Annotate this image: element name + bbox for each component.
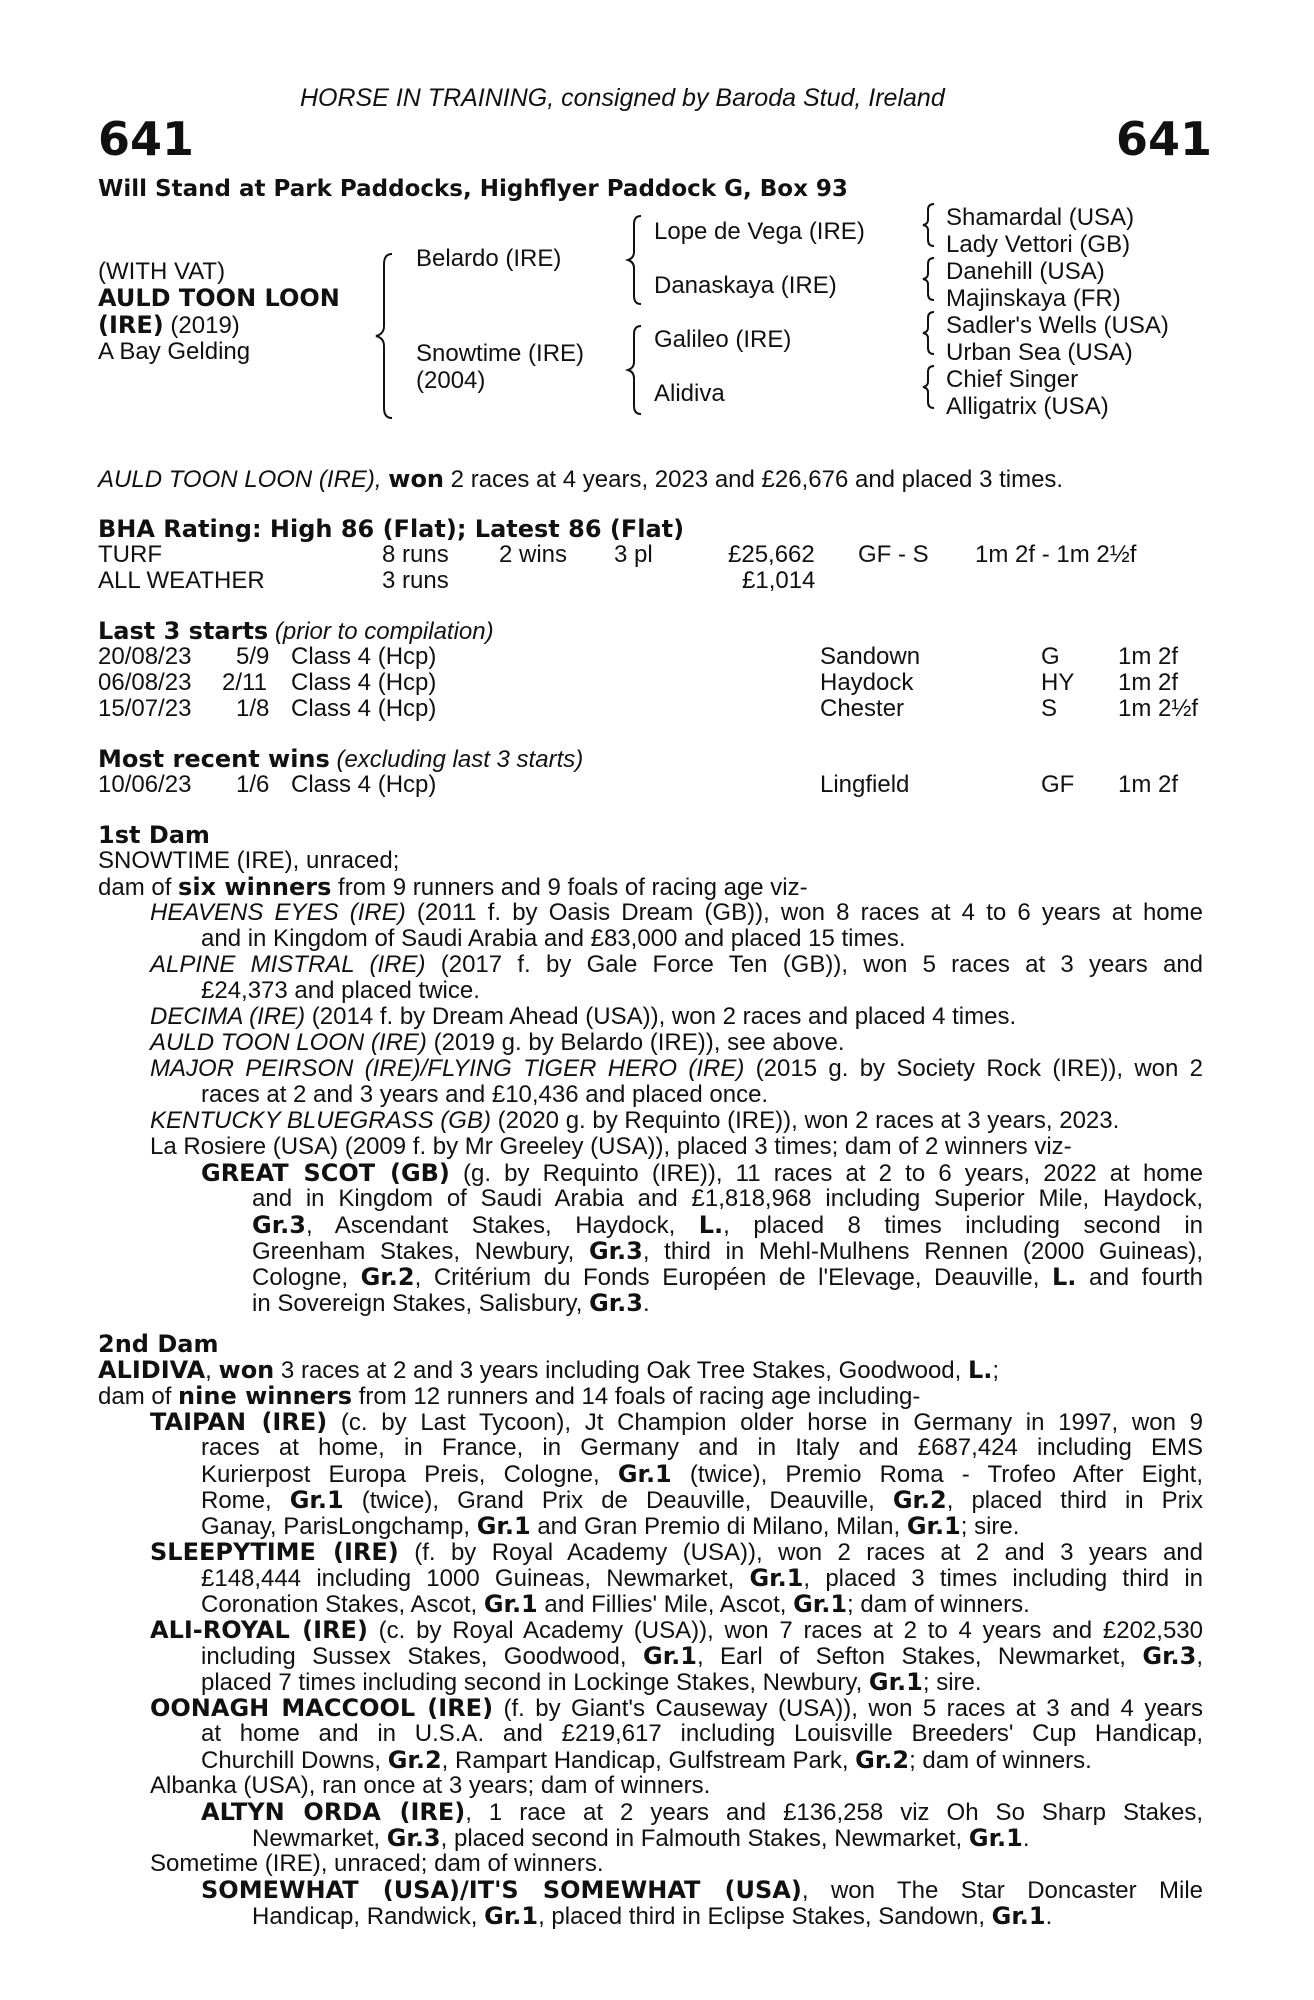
second-dam-line: ALIDIVA, won 3 races at 2 and 3 years including Oak Tree Stakes, Goodwood, L.; xyxy=(98,1356,1000,1384)
catalogue-subtitle: HORSE IN TRAINING, consigned by Baroda Stud, Ireland xyxy=(300,84,945,112)
pedigree-gen3-1: Shamardal (USA) xyxy=(946,204,1135,231)
produce-entry: KENTUCKY BLUEGRASS (GB) (2020 g. by Requinto (IRE)), won 2 races at 3 years, 2023. xyxy=(150,1107,1120,1134)
pedigree-dam-year: (2004) xyxy=(416,367,486,394)
pedigree-sire-dam: Danaskaya (IRE) xyxy=(654,272,837,299)
first-dam-line: SNOWTIME (IRE), unraced; xyxy=(98,847,400,874)
pedigree-gen3-3: Danehill (USA) xyxy=(946,258,1105,285)
pedigree-gen3-6: Urban Sea (USA) xyxy=(946,339,1133,366)
pedigree-gen3-7: Chief Singer xyxy=(946,366,1079,393)
stabling-location: Will Stand at Park Paddocks, Highflyer Paddock G, Box 93 xyxy=(98,176,848,202)
sometime-entry: Sometime (IRE), unraced; dam of winners. xyxy=(150,1850,604,1877)
horse-name: AULD TOON LOON xyxy=(98,284,340,312)
lot-number-right: 641 xyxy=(1116,112,1213,166)
pedigree-dam: Snowtime (IRE) xyxy=(416,340,585,367)
produce-entry: AULD TOON LOON (IRE) (2019 g. by Belardo (IRE)), see above. xyxy=(150,1029,845,1056)
pedigree-gen3-2: Lady Vettori (GB) xyxy=(946,231,1131,258)
bha-rating-heading: BHA Rating: High 86 (Flat); Latest 86 (Flat) xyxy=(98,515,685,543)
produce-entry: La Rosiere (USA) (2009 f. by Mr Greeley (USA)), placed 3 times; dam of 2 winners viz- xyxy=(150,1133,1072,1160)
albanka-entry: Albanka (USA), ran once at 3 years; dam of winners. xyxy=(150,1772,711,1799)
race-summary: AULD TOON LOON (IRE), won 2 races at 4 years, 2023 and £26,676 and placed 3 times. xyxy=(98,465,1064,493)
first-dam-produce: dam of six winners from 9 runners and 9 foals of racing age viz- xyxy=(98,873,808,901)
horse-description: A Bay Gelding xyxy=(98,338,251,365)
pedigree-dam-sire: Galileo (IRE) xyxy=(654,326,792,353)
pedigree-gen3-4: Majinskaya (FR) xyxy=(946,285,1121,312)
horse-year: (2019) xyxy=(163,312,240,339)
pedigree-gen3-8: Alligatrix (USA) xyxy=(946,393,1109,420)
recent-wins-heading: Most recent wins (excluding last 3 starts) xyxy=(98,745,584,773)
second-dam-heading: 2nd Dam xyxy=(98,1330,219,1358)
lot-number-left: 641 xyxy=(98,112,195,166)
pedigree-dam-dam: Alidiva xyxy=(654,380,725,407)
pedigree-gen3-5: Sadler's Wells (USA) xyxy=(946,312,1169,339)
pedigree-sire: Belardo (IRE) xyxy=(416,245,562,272)
horse-origin: (IRE) xyxy=(98,311,164,339)
first-dam-heading: 1st Dam xyxy=(98,821,210,849)
last-starts-heading: Last 3 starts (prior to compilation) xyxy=(98,617,494,645)
second-dam-produce: dam of nine winners from 12 runners and 14 foals of racing age including- xyxy=(98,1382,921,1410)
vat-label: (WITH VAT) xyxy=(98,258,226,285)
produce-entry: DECIMA (IRE) (2014 f. by Dream Ahead (USA)), won 2 races and placed 4 times. xyxy=(150,1003,1017,1030)
pedigree-sire-sire: Lope de Vega (IRE) xyxy=(654,218,865,245)
